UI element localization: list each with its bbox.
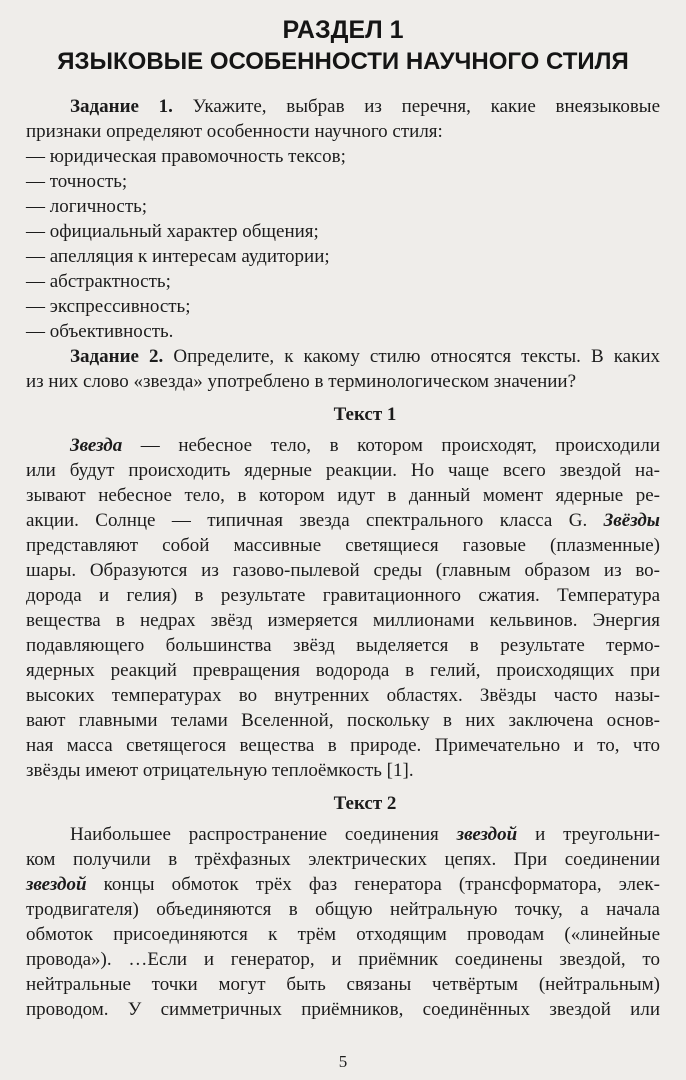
text1-line: высоких температурах во внутренних областях. Звёзды часто назы- <box>26 685 660 706</box>
list-item: — экспрессивность; <box>26 296 191 317</box>
text1-line: вещества в недрах звёзд измеряется миллионами кельвинов. Энергия <box>26 610 660 631</box>
task1-label: Задание 1. <box>70 96 173 117</box>
text2-line: проводом. У симметричных приёмников, соединённых звездой или <box>26 999 660 1020</box>
text1-line: звёзды имеют отрицательную теплоёмкость [1]. <box>26 760 414 781</box>
text1-line: представляют собой массивные светящиеся газовые (плазменные) <box>26 535 660 556</box>
text2-line: тродвигателя) объединяются в общую нейтральную точку, а начала <box>26 899 660 920</box>
text2-line: нейтральные точки могут быть связаны четвёртым (нейтральным) <box>26 974 660 995</box>
task1-text: Укажите, выбрав из перечня, какие внеязыковые <box>172 96 660 117</box>
text2-term: звездой <box>456 824 518 845</box>
list-item: — юридическая правомочность тексов; <box>26 146 346 167</box>
text2-line: ком получили в трёхфазных электрических цепях. При соединении <box>26 849 660 870</box>
page-number: 5 <box>338 1052 348 1071</box>
list-item: — апелляция к интересам аудитории; <box>26 246 330 267</box>
list-item: — точность; <box>26 171 128 192</box>
text1-line <box>70 433 660 458</box>
task2-label: Задание 2. <box>70 346 164 367</box>
text1-line: подавляющего большинства звёзд выделяется в результате термо- <box>26 635 660 656</box>
text1-line: зывают небесное тело, в котором идут в данный момент ядерные ре- <box>26 485 660 506</box>
task2-text: Определите, к какому стилю относятся тексты. В каких <box>163 346 661 367</box>
text1-line: или будут происходить ядерные реакции. Но чаще всего звездой на- <box>26 460 660 481</box>
section-header <box>0 14 686 78</box>
task2-line: из них слово «звезда» употреблено в терминологическом значении? <box>26 371 577 392</box>
text1-term: Звезда <box>70 435 123 456</box>
text2-heading: Текст 2 <box>333 793 397 814</box>
text2-term-2: звездой <box>26 874 87 895</box>
text1-line: ная масса светящегося вещества в природе. Примечательно и то, что <box>26 735 660 756</box>
text2-text: концы обмоток трёх фаз генератора (трансформатора, элек- <box>86 874 660 895</box>
section-subtitle: ЯЗЫКОВЫЕ ОСОБЕННОСТИ НАУЧНОГО СТИЛЯ <box>57 48 629 75</box>
text2-line <box>70 822 660 847</box>
text1-heading: Текст 1 <box>333 404 397 425</box>
task2-line <box>70 344 660 369</box>
text2-text: и треугольни- <box>517 824 660 845</box>
text1-line: ядерных реакций превращения водорода в гелий, происходящих при <box>26 660 660 681</box>
task1-line <box>70 94 660 119</box>
text1-line: вают главными телами Вселенной, поскольку в них заключена основ- <box>26 710 660 731</box>
text2-text: Наибольшее распространение соединения <box>70 824 457 845</box>
text2-line: провода»). …Если и генератор, и приёмник соединены звездой, то <box>26 949 660 970</box>
text2-line <box>26 872 660 897</box>
text1-text: — небесное тело, в котором происходят, происходили <box>122 435 660 456</box>
text1-term-2: Звёзды <box>603 510 660 531</box>
task1-line: признаки определяют особенности научного стиля: <box>26 121 443 142</box>
list-item: — логичность; <box>26 196 148 217</box>
text1-line <box>26 508 660 533</box>
list-item: — объективность. <box>26 321 174 342</box>
page-body <box>26 94 661 1022</box>
list-item: — официальный характер общения; <box>26 221 319 242</box>
section-title: РАЗДЕЛ 1 <box>282 16 404 44</box>
text2-line: обмоток присоединяются к трём отходящим проводам («линейные <box>26 924 660 945</box>
text1-line: шары. Образуются из газово-пылевой среды (главным образом из во- <box>26 560 660 581</box>
text1-text: акции. Солнце — типичная звезда спектрального класса G. <box>26 510 604 531</box>
list-item: — абстрактность; <box>26 271 171 292</box>
text1-line: дорода и гелия) в результате гравитационного сжатия. Температура <box>26 585 660 606</box>
